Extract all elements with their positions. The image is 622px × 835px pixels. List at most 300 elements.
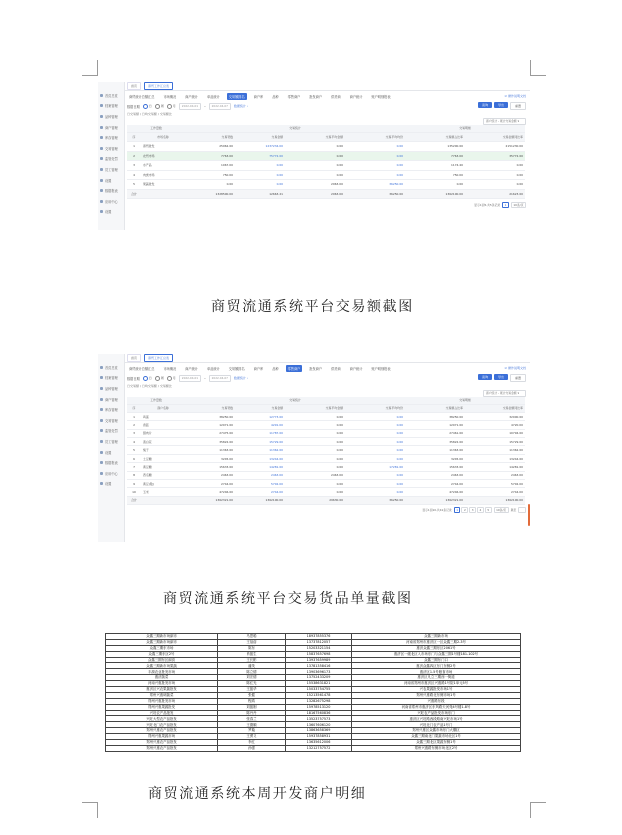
sidebar-item[interactable] xyxy=(98,426,124,437)
table-cell: 47246.00 xyxy=(405,488,465,496)
column-header[interactable]: 交易金额同比率 xyxy=(465,132,525,142)
metric-select[interactable]: 商户统计 - 累计交易金额 ▾ xyxy=(483,118,526,125)
merchant-cell: 众鑫三期东区2号 xyxy=(106,651,218,657)
menu-icon xyxy=(100,440,103,443)
column-header[interactable]: 交易平均金额 xyxy=(285,132,345,142)
page-button[interactable]: 3 xyxy=(469,507,476,513)
table-cell: 0.00 xyxy=(285,438,345,446)
table-cell: 0.00 xyxy=(285,151,345,161)
nav-item[interactable]: 商户统计 xyxy=(349,366,363,371)
nav-item[interactable]: 品种 xyxy=(272,366,279,371)
radio-month[interactable] xyxy=(167,104,176,109)
sidebar-item[interactable] xyxy=(98,479,124,490)
merchant-cell: 郑州兴惠路北东侧市场1号 xyxy=(352,692,521,698)
table-row[interactable] xyxy=(127,446,525,454)
table-cell: 0.00 xyxy=(345,142,405,152)
merchant-cell: 惠济区一级北区入市场东门与众鑫三期1号楼181-102号 xyxy=(352,651,521,657)
table-cell: 2 xyxy=(127,421,141,429)
table-cell: 黄豆糖 xyxy=(141,463,185,471)
table-cell: 0.00 xyxy=(235,180,285,190)
table-cell: 0.00 xyxy=(235,161,285,171)
column-header[interactable]: 交易金额同比率 xyxy=(465,404,525,412)
radio-icon xyxy=(143,104,148,109)
merchant-cell: 13937659989 xyxy=(286,657,352,663)
merchant-cell: 众鑫三期北区果蔬东侧1号 xyxy=(352,740,521,746)
table-cell: 9 xyxy=(127,480,141,488)
nav-item[interactable]: 供货商 xyxy=(331,366,341,371)
merchant-cell: 13523757573 xyxy=(286,716,352,722)
table-cell: 750.00 xyxy=(185,170,235,180)
merchant-cell: 兴旺北门农产品1号门 xyxy=(352,722,521,728)
table-row[interactable] xyxy=(127,161,525,171)
sidebar-item-label: 商户管理 xyxy=(105,125,118,130)
column-header[interactable]: 交易笔数 xyxy=(185,132,235,142)
column-header[interactable]: 交易平均均价 xyxy=(345,404,405,412)
totals-cell: 1362100.00 xyxy=(465,496,525,504)
nav-item[interactable]: 批发商户 xyxy=(309,366,323,371)
totals-cell: 21623.00 xyxy=(465,189,525,199)
merchant-cell: 13635612006 xyxy=(286,740,352,746)
menu-icon xyxy=(100,398,103,401)
help-link[interactable]: ⊙ 操作说明文档 xyxy=(504,366,526,370)
merchant-cell: 兴农果蔬批发市场1号 xyxy=(352,687,521,693)
nav-item[interactable]: 商户库 xyxy=(253,94,264,99)
nav-item[interactable]: 商户统计 xyxy=(349,94,363,99)
menu-icon xyxy=(100,429,103,432)
menu-icon xyxy=(100,157,103,160)
menu-icon xyxy=(100,387,103,390)
table-cell: 0.00 xyxy=(465,170,525,180)
page-button[interactable]: 1 xyxy=(502,202,509,208)
table-cell: 35772.00 xyxy=(465,151,525,161)
merchant-cell: 郑州兴惠农产品批发 xyxy=(106,728,218,734)
goto-input[interactable] xyxy=(518,507,526,513)
stats-link[interactable]: 数据统计 › xyxy=(233,104,249,108)
table-cell: 0.00 xyxy=(285,161,345,171)
sidebar-item-label: 监管处罚 xyxy=(105,157,118,162)
table-cell: 0.00 xyxy=(285,142,345,152)
merchant-cell: 王勇义 xyxy=(218,734,286,740)
table-cell: 12773.00 xyxy=(235,412,285,420)
merchant-cell: 李红 xyxy=(218,740,286,746)
crop-mark xyxy=(530,60,531,76)
sidebar-item[interactable] xyxy=(98,154,124,165)
sidebar-item[interactable] xyxy=(98,207,124,218)
totals-cell: 1328500.00 xyxy=(185,189,235,199)
radio-icon xyxy=(155,104,160,109)
group-header: 交易明细 xyxy=(405,125,525,132)
sidebar xyxy=(98,82,125,230)
merchant-cell: 惠济区兴农果蔬批发 xyxy=(106,687,218,693)
nav-item[interactable]: 批发商户 xyxy=(309,94,323,99)
table-row[interactable] xyxy=(127,438,525,446)
date-separator: – xyxy=(204,376,206,380)
date-from-input[interactable]: 2022-04-01 xyxy=(179,103,201,110)
table-cell: 0.00 xyxy=(345,429,405,437)
totals-cell: 2963.00 xyxy=(285,189,345,199)
table-cell: 5 xyxy=(127,180,141,190)
sidebar-item[interactable] xyxy=(98,457,124,468)
merchant-cell: 众鑫三期新市场副市 xyxy=(106,639,218,645)
column-header[interactable]: 交易金额 xyxy=(235,132,285,142)
page-button[interactable]: 4 xyxy=(477,507,484,513)
table-cell: 7763.00 xyxy=(185,151,235,161)
merchant-cell: 惠济区兴旺路西段路南兴旺市场1号 xyxy=(352,716,521,722)
sidebar-item-label: 品种管理 xyxy=(105,114,118,119)
date-to-input[interactable]: 2022-04-07 xyxy=(209,103,231,110)
crop-mark xyxy=(97,802,98,818)
merchant-cell: 王长彬 xyxy=(218,657,286,663)
sidebar-item[interactable] xyxy=(98,468,124,479)
merchant-cell: 河南兴惠批发市场 xyxy=(106,681,218,687)
totals-cell: 36250.00 xyxy=(345,189,405,199)
column-header[interactable]: 市场名称 xyxy=(141,132,185,142)
page-tab[interactable]: 首页 xyxy=(127,354,141,362)
sidebar-item-label: 档案管理 xyxy=(105,376,118,381)
sidebar-item-label: 档案管理 xyxy=(105,104,118,109)
table-cell: 果蔬批发 xyxy=(141,180,185,190)
table-cell: 11787.00 xyxy=(235,429,285,437)
column-header[interactable]: 交易额占比率 xyxy=(405,132,465,142)
table-row[interactable] xyxy=(127,151,525,161)
table-cell: 7763.00 xyxy=(405,151,465,161)
page-size-select[interactable]: 10条/页 xyxy=(494,507,509,513)
totals-cell: 1362100.00 xyxy=(405,189,465,199)
sidebar-item[interactable] xyxy=(98,415,124,426)
table-cell: 0.00 xyxy=(345,480,405,488)
tab-bar xyxy=(125,82,530,91)
pagination-summary: 显示1到5,共5条记录 xyxy=(474,203,501,207)
table-row[interactable] xyxy=(127,480,525,488)
merchant-cell: 13282675298 xyxy=(286,698,352,704)
sidebar-item[interactable] xyxy=(98,143,124,154)
table-cell: 17281.00 xyxy=(345,463,405,471)
sidebar-item-label: 首页总览 xyxy=(105,365,118,370)
merchant-cell: 惠济区1.5号粮食市场 xyxy=(352,669,521,675)
table-cell: 38250.00 xyxy=(185,412,235,420)
table-cell: 6 xyxy=(127,454,141,462)
table-row[interactable] xyxy=(127,180,525,190)
filter-bar xyxy=(125,373,530,383)
totals-cell: 1362100.00 xyxy=(235,496,285,504)
table-cell: 7 xyxy=(127,463,141,471)
merchant-cell: 郑州兴惠果蔬批发 xyxy=(106,704,218,710)
table-cell: 0.00 xyxy=(285,421,345,429)
metric-select[interactable]: 商户统计 - 累计交易金额 ▾ xyxy=(483,390,526,397)
sidebar-item-label: 交易管理 xyxy=(105,146,118,151)
crop-mark xyxy=(530,75,546,76)
date-to-input[interactable]: 2022-04-07 xyxy=(209,375,231,382)
page-button[interactable]: 1 xyxy=(454,507,461,513)
column-header[interactable]: 商户名称 xyxy=(141,404,185,412)
group-header: 交易统计 xyxy=(185,397,405,404)
column-header[interactable]: 序 xyxy=(127,132,141,142)
screenshot-goods-volume xyxy=(98,354,530,542)
nav-item[interactable]: 市场概况 xyxy=(163,366,177,371)
menu-icon xyxy=(100,126,103,129)
table-cell: 4 xyxy=(127,170,141,180)
menu-icon xyxy=(100,168,103,171)
column-header[interactable]: 交易额占比率 xyxy=(405,404,465,412)
nav-item[interactable]: 商贸统计总额汇总 xyxy=(129,94,155,99)
table-cell: 2744.00 xyxy=(405,480,465,488)
sidebar-item[interactable] xyxy=(98,185,124,196)
table-cell: 黄豆(散) xyxy=(141,480,185,488)
sidebar-item[interactable] xyxy=(98,196,124,207)
nav-item[interactable]: 单品统计 xyxy=(207,366,220,371)
sidebar-item-label: 库存管理 xyxy=(105,136,118,141)
merchant-cell: 13737812057 xyxy=(286,639,352,645)
nav-item[interactable]: 供货商 xyxy=(331,94,341,99)
nav-item[interactable]: 账户明细报表 xyxy=(371,94,391,99)
merchant-cell: 陈红光 xyxy=(218,681,286,687)
table-cell: 15729.00 xyxy=(235,438,285,446)
table-cell: 12071.00 xyxy=(405,421,465,429)
merchant-row xyxy=(106,745,521,751)
group-header: 工作量数 xyxy=(127,397,185,404)
table-cell: 11362.00 xyxy=(465,446,525,454)
sidebar-item[interactable] xyxy=(98,394,124,405)
table-row[interactable] xyxy=(127,142,525,152)
nav-item[interactable]: 交易额排名 xyxy=(228,94,245,99)
table-cell: 0.00 xyxy=(285,463,345,471)
table-row[interactable] xyxy=(127,488,525,496)
sidebar-item-label: 设置 xyxy=(105,450,112,455)
merchant-cell: 王蓓蓓 xyxy=(218,639,286,645)
table-row[interactable] xyxy=(127,471,525,479)
page-size-select[interactable]: 10条/页 xyxy=(511,202,526,208)
sidebar-item[interactable] xyxy=(98,132,124,143)
radio-week[interactable] xyxy=(155,104,164,109)
radio-day[interactable] xyxy=(143,104,152,109)
radio-week[interactable] xyxy=(155,376,164,381)
table-cell: 3 xyxy=(127,161,141,171)
nav-item[interactable]: 零售商户 xyxy=(287,94,301,99)
sidebar-item-label: 首页总览 xyxy=(105,93,118,98)
page-tab[interactable]: 商贸工作汇总表 xyxy=(144,354,173,362)
stats-link[interactable]: 数据统计 › xyxy=(233,376,249,380)
table-cell: 0.00 xyxy=(345,471,405,479)
merchant-cell: 惠济众鑫三期东区2061号 xyxy=(352,645,521,651)
radio-month[interactable] xyxy=(167,376,176,381)
column-header[interactable]: 交易笔数 xyxy=(185,404,235,412)
nav-item[interactable]: 商户统计 xyxy=(185,366,198,371)
merchant-cell: 王德顺 xyxy=(218,722,286,728)
table-cell: 2744.00 xyxy=(235,488,285,496)
date-from-input[interactable]: 2022-04-01 xyxy=(179,375,201,382)
table-cell: 8 xyxy=(127,471,141,479)
table-cell: 葱白花 xyxy=(141,438,185,446)
menu-icon xyxy=(100,366,103,369)
menu-icon xyxy=(100,115,103,118)
table-cell: 0.00 xyxy=(285,429,345,437)
sidebar-item[interactable] xyxy=(98,101,124,112)
sidebar-item[interactable] xyxy=(98,383,124,394)
table-cell: 玉米 xyxy=(141,488,185,496)
menu-icon xyxy=(100,376,103,379)
sidebar-item[interactable] xyxy=(98,122,124,133)
table-cell: 135200.00 xyxy=(405,142,465,152)
merchant-cell: 郑州兴惠区众鑫市场东门大棚区 xyxy=(352,728,521,734)
merchant-cell: 陈立德 xyxy=(218,669,286,675)
page-tab[interactable]: 商贸工作汇总表 xyxy=(144,82,173,90)
merchant-cell: 河南省郑州市惠济区东风路天河苑4号楼1-8号 xyxy=(352,704,521,710)
merchant-cell: 河南省郑州市惠济区一区众鑫三期2-3号 xyxy=(352,639,521,645)
sidebar-item[interactable] xyxy=(98,404,124,415)
merchant-cell: 张春兰 xyxy=(218,716,286,722)
export-button[interactable]: 导出 xyxy=(494,374,508,380)
sidebar-item[interactable] xyxy=(98,362,124,373)
totals-row xyxy=(127,496,525,504)
export-button[interactable]: 导出 xyxy=(494,102,508,108)
table-cell: 2744.00 xyxy=(465,488,525,496)
page-tab[interactable]: 首页 xyxy=(127,82,141,90)
table-cell: 0.00 xyxy=(285,454,345,462)
pagination xyxy=(474,202,526,208)
table-cell: 75772.00 xyxy=(235,151,285,161)
table-row[interactable] xyxy=(127,429,525,437)
radio-label: 月 xyxy=(172,104,176,108)
merchant-cell: 河南省郑州市惠济区兴惠路1号院1单元5号 xyxy=(352,681,521,687)
nav-item[interactable]: 商户库 xyxy=(253,366,264,371)
table-cell: 水产品 xyxy=(141,161,185,171)
merchant-row xyxy=(106,728,521,734)
reset-button[interactable]: 重置 xyxy=(510,102,526,110)
radio-day[interactable] xyxy=(143,376,152,381)
table-cell: 0.00 xyxy=(285,446,345,454)
sidebar-item[interactable] xyxy=(98,164,124,175)
search-button[interactable]: 查询 xyxy=(478,374,492,380)
search-button[interactable]: 查询 xyxy=(478,102,492,108)
table-cell: 0.00 xyxy=(285,480,345,488)
menu-icon xyxy=(100,200,103,203)
sidebar-item-label: 设置 xyxy=(105,482,112,487)
sidebar-item[interactable] xyxy=(98,90,124,101)
merchant-cell: 众鑫三期新市场果蔬 xyxy=(106,663,218,669)
sidebar-item-label: 应用中心 xyxy=(105,471,118,476)
table-row[interactable] xyxy=(127,170,525,180)
nav-item[interactable]: 商贸统计总额汇总 xyxy=(129,366,155,371)
merchant-cell: 刘宏德 xyxy=(218,675,286,681)
merchant-cell: 13863658369 xyxy=(286,728,352,734)
table-cell: 36250.00 xyxy=(345,180,405,190)
table-cell: 农贸市场 xyxy=(141,151,185,161)
column-header[interactable]: 交易平均金额 xyxy=(285,404,345,412)
table-row[interactable] xyxy=(127,421,525,429)
merchant-cell: 王振华 xyxy=(218,687,286,693)
sidebar-item[interactable] xyxy=(98,175,124,186)
date-label: 数据日期 xyxy=(127,104,140,109)
table-cell: 土豆糖 xyxy=(141,454,185,462)
table-cell: 2463.00 xyxy=(465,471,525,479)
merchant-row xyxy=(106,716,521,722)
merchant-cell: 15203321154 xyxy=(286,645,352,651)
table-row[interactable] xyxy=(127,412,525,420)
merchant-cell: 13212757572 xyxy=(286,745,352,751)
menu-icon xyxy=(100,179,103,182)
table-cell: 梨子 xyxy=(141,446,185,454)
table-cell: 15633.00 xyxy=(405,463,465,471)
table-cell: 14281.00 xyxy=(235,463,285,471)
merchant-cell: 15538631821 xyxy=(286,681,352,687)
table-row[interactable] xyxy=(127,454,525,462)
group-header: 交易统计 xyxy=(185,125,405,132)
nav-item[interactable]: 账户明细报表 xyxy=(371,366,391,371)
table-cell: 0.00 xyxy=(345,446,405,454)
metric-breadcrumb: 日交易额 / 日均交易额 / 交易额比 xyxy=(127,384,172,388)
help-link[interactable]: ⊙ 操作说明文档 xyxy=(504,94,526,98)
table-row[interactable] xyxy=(127,463,525,471)
merchant-cell: 众鑫三期东市场 xyxy=(106,645,218,651)
page-button[interactable]: 5 xyxy=(485,507,492,513)
sidebar-item[interactable] xyxy=(98,111,124,122)
page-button[interactable]: 2 xyxy=(461,507,468,513)
menu-icon xyxy=(100,482,103,485)
merchant-cell: 15033754755 xyxy=(286,687,352,693)
merchant-cell: 罗璇 xyxy=(218,728,286,734)
merchant-row xyxy=(106,651,521,657)
column-header[interactable]: 交易金额 xyxy=(235,404,285,412)
merchant-cell: 丰源农业批发市场 xyxy=(106,669,218,675)
merchant-cell: 15937858931 xyxy=(286,734,352,740)
nav-item[interactable]: 交易额排名 xyxy=(228,366,245,371)
caption-goods-volume: 商贸流通系统平台交易货品单量截图 xyxy=(163,591,413,607)
radio-icon xyxy=(155,376,160,381)
column-header[interactable]: 序 xyxy=(127,404,141,412)
table-cell: 32000.00 xyxy=(465,412,525,420)
table-cell: 商贸批发 xyxy=(141,142,185,152)
merchant-cell: 郑州兴惠调蔬菜 xyxy=(106,692,218,698)
merchant-row xyxy=(106,704,521,710)
date-separator: – xyxy=(204,104,206,108)
table-cell: 0.00 xyxy=(345,151,405,161)
table-cell: 14281.00 xyxy=(465,463,525,471)
table-cell: 0.00 xyxy=(465,161,525,171)
radio-icon xyxy=(167,104,172,109)
table-cell: 12071.00 xyxy=(185,421,235,429)
sidebar-item[interactable] xyxy=(98,436,124,447)
totals-cell: 合计 xyxy=(127,496,141,504)
group-header: 交易明细 xyxy=(405,397,525,404)
merchant-cell: 兴惠路东段 xyxy=(352,698,521,704)
merchant-cell: 13903696173 xyxy=(286,669,352,675)
nav-item[interactable]: 品种 xyxy=(272,94,279,99)
merchant-row xyxy=(106,639,521,645)
table-cell: 1 xyxy=(127,142,141,152)
reset-button[interactable]: 重置 xyxy=(510,374,526,382)
sidebar-item-label: 库存管理 xyxy=(105,408,118,413)
menu-icon xyxy=(100,419,103,422)
table-cell: 750.00 xyxy=(405,170,465,180)
date-label: 数据日期 xyxy=(127,376,140,381)
merchant-cell: 15213561478 xyxy=(286,692,352,698)
table-cell: 0.00 xyxy=(285,170,345,180)
sidebar-item-label: 数据报表 xyxy=(105,189,118,194)
sidebar-item[interactable] xyxy=(98,373,124,384)
table-cell: 47246.00 xyxy=(185,488,235,496)
merchant-cell: 惠济蔬菜 xyxy=(106,675,218,681)
crop-mark xyxy=(530,802,546,803)
sidebar-item[interactable] xyxy=(98,447,124,458)
menu-icon xyxy=(100,461,103,464)
column-header[interactable]: 交易平均均价 xyxy=(345,132,405,142)
merchant-cell: 兴旺农产品批发市场东门 xyxy=(352,710,521,716)
nav-item[interactable]: 零售商户 xyxy=(287,366,301,371)
nav-item[interactable]: 单品统计 xyxy=(207,94,220,99)
nav-item[interactable]: 市场概况 xyxy=(163,94,177,99)
menu-icon xyxy=(100,104,103,107)
nav-item[interactable]: 商户统计 xyxy=(185,94,198,99)
